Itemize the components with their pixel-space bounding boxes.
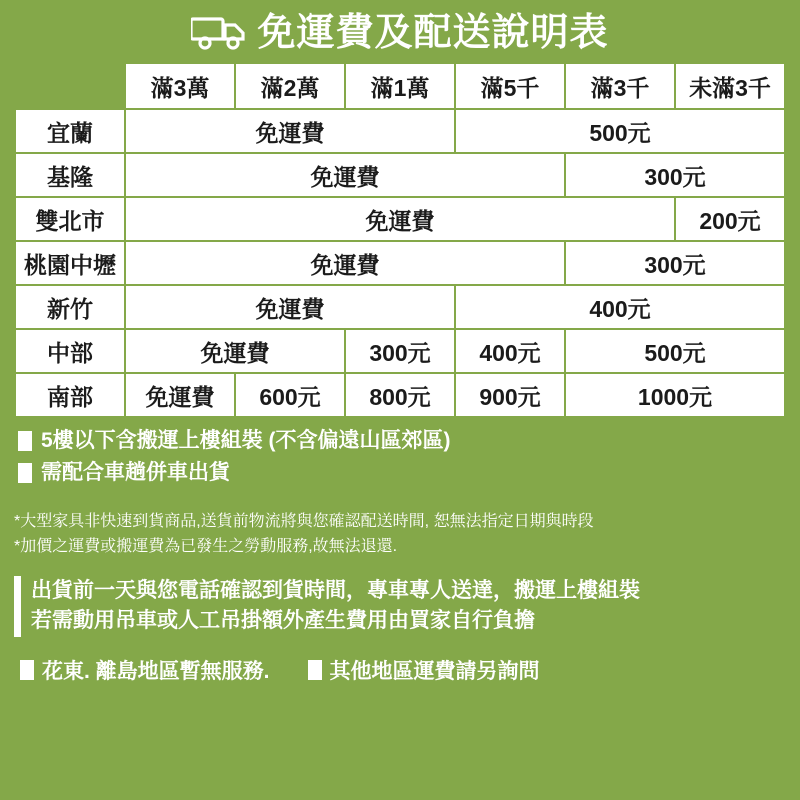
cell-south-1: 600元 bbox=[235, 373, 345, 417]
cell-taoyuan-1: 300元 bbox=[565, 241, 785, 285]
cell-central-2: 400元 bbox=[455, 329, 565, 373]
fineprint-line: *大型家具非快速到貨商品,送貨前物流將與您確認配送時間, 恕無法指定日期與時段 bbox=[14, 513, 594, 531]
column-header-5: 滿3千 bbox=[565, 63, 675, 109]
note-item bbox=[18, 428, 782, 453]
table-row bbox=[15, 285, 785, 329]
table-header-row bbox=[15, 63, 785, 109]
page-title: 免運費及配送說明表 bbox=[257, 12, 609, 54]
note-item bbox=[18, 460, 782, 485]
table-body bbox=[15, 109, 785, 417]
emphasis-line: 出貨前一天與您電話確認到貨時間，專車專人送達，搬運上樓組裝 bbox=[31, 578, 640, 602]
note-text: 需配合車趟併車出貨 bbox=[41, 461, 230, 485]
cell-taoyuan-0: 免運費 bbox=[125, 241, 565, 285]
footer-text-left: 花東. 離島地區暫無服務. bbox=[42, 659, 270, 683]
row-label-taoyuan: 桃園中壢 bbox=[15, 241, 125, 285]
cell-south-3: 900元 bbox=[455, 373, 565, 417]
page-header bbox=[0, 0, 800, 62]
cell-taipei-0: 免運費 bbox=[125, 197, 675, 241]
column-header-6: 未滿3千 bbox=[675, 63, 785, 109]
cell-south-0: 免運費 bbox=[125, 373, 235, 417]
table-row bbox=[15, 197, 785, 241]
fineprint-block bbox=[0, 492, 800, 560]
table-row bbox=[15, 329, 785, 373]
emphasis-lines bbox=[31, 576, 640, 637]
cell-taipei-1: 200元 bbox=[675, 197, 785, 241]
square-bullet-icon bbox=[20, 660, 34, 680]
footer-block bbox=[20, 655, 780, 685]
column-header-4: 滿5千 bbox=[455, 63, 565, 109]
cell-yilan-1: 500元 bbox=[455, 109, 785, 153]
cell-yilan-0: 免運費 bbox=[125, 109, 455, 153]
cell-south-4: 1000元 bbox=[565, 373, 785, 417]
freight-table-wrap bbox=[0, 62, 800, 418]
cell-central-3: 500元 bbox=[565, 329, 785, 373]
row-label-central: 中部 bbox=[15, 329, 125, 373]
cell-central-1: 300元 bbox=[345, 329, 455, 373]
row-label-taipei: 雙北市 bbox=[15, 197, 125, 241]
fineprint-line: *加價之運費或搬運費為已發生之勞動服務,故無法退還. bbox=[14, 538, 398, 556]
table-header bbox=[15, 63, 785, 109]
table-row bbox=[15, 109, 785, 153]
column-header-3: 滿1萬 bbox=[345, 63, 455, 109]
cell-hsinchu-0: 免運費 bbox=[125, 285, 455, 329]
emphasis-block bbox=[14, 576, 786, 637]
row-label-south: 南部 bbox=[15, 373, 125, 417]
square-bullet-icon bbox=[308, 660, 322, 680]
square-bullet-icon bbox=[18, 463, 32, 483]
table-row bbox=[15, 153, 785, 197]
table-row bbox=[15, 241, 785, 285]
cell-keelung-1: 300元 bbox=[565, 153, 785, 197]
notes-list bbox=[0, 418, 800, 485]
cell-south-2: 800元 bbox=[345, 373, 455, 417]
square-bullet-icon bbox=[18, 431, 32, 451]
row-label-yilan: 宜蘭 bbox=[15, 109, 125, 153]
cell-keelung-0: 免運費 bbox=[125, 153, 565, 197]
freight-table bbox=[14, 62, 786, 418]
table-row bbox=[15, 373, 785, 417]
footer-text-right: 其他地區運費請另詢問 bbox=[329, 659, 540, 683]
table-corner-cell bbox=[15, 63, 125, 109]
row-label-hsinchu: 新竹 bbox=[15, 285, 125, 329]
column-header-1: 滿3萬 bbox=[125, 63, 235, 109]
vertical-bar-icon bbox=[14, 576, 21, 637]
row-label-keelung: 基隆 bbox=[15, 153, 125, 197]
cell-central-0: 免運費 bbox=[125, 329, 345, 373]
note-text: 5樓以下含搬運上樓組裝 (不含偏遠山區郊區) bbox=[41, 429, 451, 452]
cell-hsinchu-1: 400元 bbox=[455, 285, 785, 329]
column-header-2: 滿2萬 bbox=[235, 63, 345, 109]
truck-icon bbox=[191, 13, 247, 53]
emphasis-line: 若需動用吊車或人工吊掛額外產生費用由買家自行負擔 bbox=[31, 609, 535, 633]
